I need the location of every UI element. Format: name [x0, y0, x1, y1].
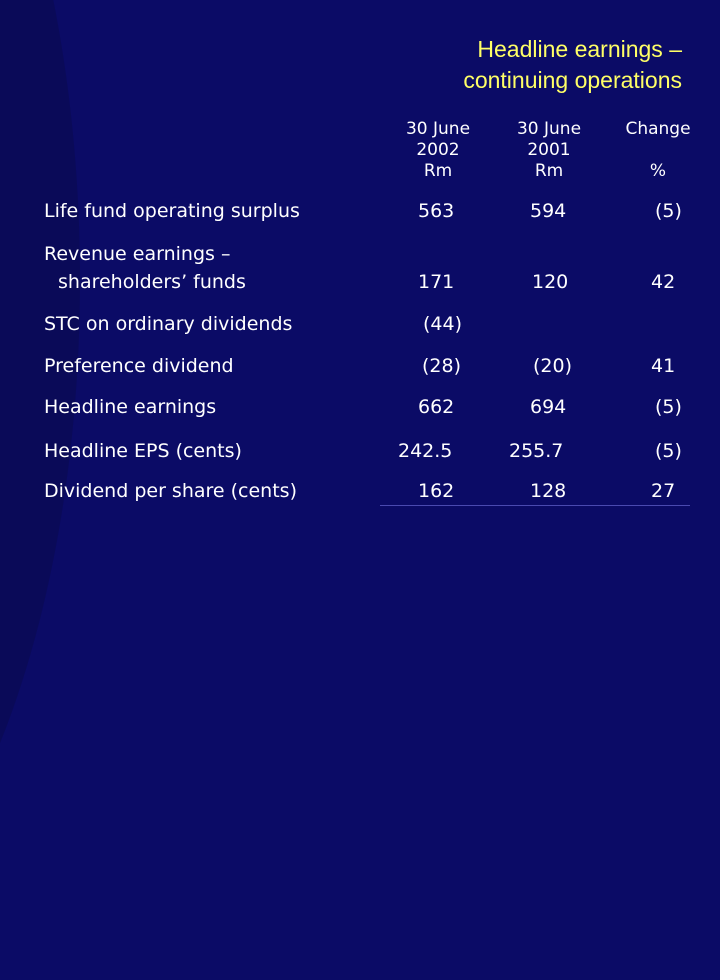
cell-dps-change: 27 — [651, 480, 676, 502]
table-bottom-rule — [380, 505, 690, 506]
col-header-2001-line-3: Rm — [534, 161, 564, 181]
cell-stc-2002: (44) — [423, 313, 463, 335]
cell-life-fund-change: (5) — [655, 200, 682, 222]
row-label-revenue-earnings-line-1: Revenue earnings – — [44, 243, 231, 265]
cell-eps-2002: 242.5 — [398, 440, 453, 462]
cell-preference-change: 41 — [651, 355, 676, 377]
cell-life-fund-2001: 594 — [530, 200, 567, 222]
col-header-2002-line-2: 2002 — [416, 140, 460, 160]
title-line-2: continuing operations — [463, 67, 682, 93]
col-header-change-line-2 — [614, 140, 702, 161]
title-line-1: Headline earnings – — [477, 36, 682, 62]
col-header-2002-line-3: Rm — [423, 161, 453, 181]
cell-headline-earnings-2002: 662 — [418, 396, 455, 418]
row-label-dividend-per-share: Dividend per share (cents) — [44, 480, 297, 502]
col-header-2001 — [509, 119, 589, 182]
cell-eps-2001: 255.7 — [509, 440, 564, 462]
cell-headline-earnings-2001: 694 — [530, 396, 567, 418]
slide-title — [362, 34, 682, 96]
cell-dps-2001: 128 — [530, 480, 567, 502]
row-label-life-fund: Life fund operating surplus — [44, 200, 300, 222]
row-label-revenue-earnings-line-2: shareholders’ funds — [58, 271, 246, 293]
row-label-stc: STC on ordinary dividends — [44, 313, 293, 335]
cell-revenue-2001: 120 — [532, 271, 569, 293]
cell-revenue-change: 42 — [651, 271, 676, 293]
cell-eps-change: (5) — [655, 440, 682, 462]
col-header-2002 — [398, 119, 478, 182]
cell-life-fund-2002: 563 — [418, 200, 455, 222]
col-header-change-line-3: % — [649, 161, 667, 181]
col-header-2002-line-1: 30 June — [405, 119, 471, 139]
cell-revenue-2002: 171 — [418, 271, 455, 293]
col-header-2001-line-2: 2001 — [527, 140, 571, 160]
row-label-revenue-earnings — [44, 240, 246, 296]
cell-headline-earnings-change: (5) — [655, 396, 682, 418]
row-label-preference-dividend: Preference dividend — [44, 355, 234, 377]
col-header-change — [614, 119, 702, 182]
cell-preference-2001: (20) — [533, 355, 573, 377]
cell-dps-2002: 162 — [418, 480, 455, 502]
col-header-2001-line-1: 30 June — [516, 119, 582, 139]
cell-preference-2002: (28) — [422, 355, 462, 377]
row-label-headline-earnings: Headline earnings — [44, 396, 217, 418]
row-label-headline-eps: Headline EPS (cents) — [44, 440, 242, 462]
col-header-change-line-1: Change — [625, 119, 691, 139]
